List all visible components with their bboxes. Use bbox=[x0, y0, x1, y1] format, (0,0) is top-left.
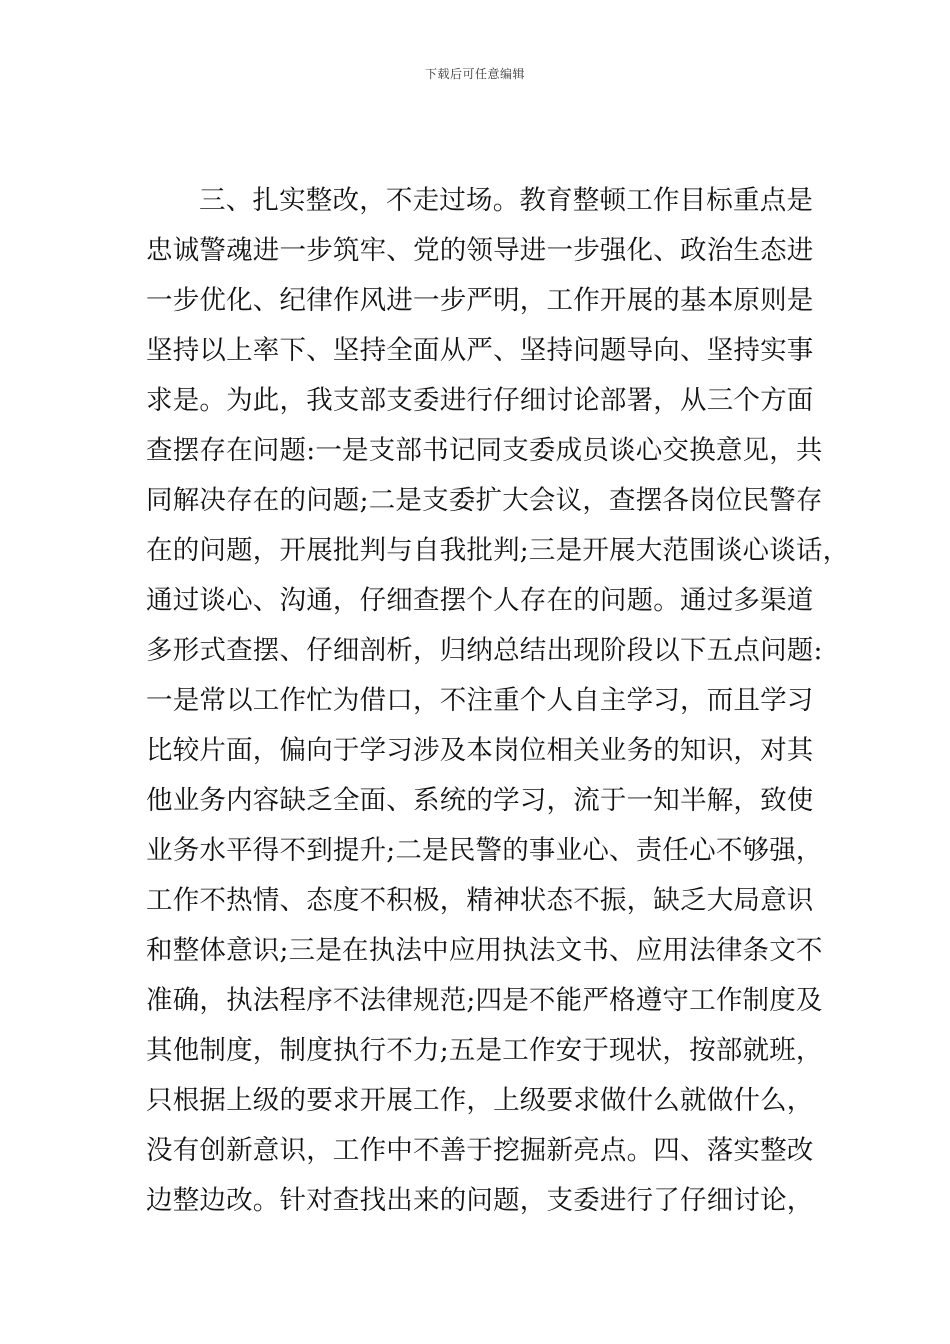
paragraph-line: 和整体意识;三是在执法中应用执法文书、应用法律条文不 bbox=[146, 935, 823, 966]
paragraph-line: 求是。为此，我支部支委进行仔细讨论部署，从三个方面 bbox=[146, 385, 814, 416]
page-header: 下载后可任意编辑 bbox=[424, 67, 525, 81]
paragraph-line: 查摆存在问题:一是支部书记同支委成员谈心交换意见，共 bbox=[146, 435, 823, 466]
paragraph-line: 他业务内容缺乏全面、系统的学习，流于一知半解，致使 bbox=[146, 785, 814, 816]
paragraph-line: 比较片面，偏向于学习涉及本岗位相关业务的知识，对其 bbox=[146, 735, 814, 766]
paragraph-line: 只根据上级的要求开展工作，上级要求做什么就做什么， bbox=[146, 1085, 814, 1116]
paragraph-line: 三、扎实整改，不走过场。教育整顿工作目标重点是 bbox=[199, 185, 814, 216]
paragraph-line: 一步优化、纪律作风进一步严明，工作开展的基本原则是 bbox=[146, 285, 814, 316]
document-body bbox=[146, 176, 850, 1226]
paragraph-line: 在的问题，开展批判与自我批判;三是开展大范围谈心谈话， bbox=[146, 535, 850, 566]
paragraph-line: 通过谈心、沟通，仔细查摆个人存在的问题。通过多渠道 bbox=[146, 585, 814, 616]
paragraph-line: 一是常以工作忙为借口，不注重个人自主学习，而且学习 bbox=[146, 685, 814, 716]
paragraph-line: 业务水平得不到提升;二是民警的事业心、责任心不够强， bbox=[146, 835, 823, 866]
paragraph-line: 其他制度，制度执行不力;五是工作安于现状，按部就班， bbox=[146, 1035, 823, 1066]
paragraph-line: 准确，执法程序不法律规范;四是不能严格遵守工作制度及 bbox=[146, 985, 823, 1016]
paragraph-line: 工作不热情、态度不积极，精神状态不振，缺乏大局意识 bbox=[146, 885, 814, 916]
paragraph-line: 多形式查摆、仔细剖析，归纳总结出现阶段以下五点问题: bbox=[146, 635, 823, 666]
paragraph-line: 边整边改。针对查找出来的问题，支委进行了仔细讨论， bbox=[146, 1185, 814, 1216]
paragraph-line: 同解决存在的问题;二是支委扩大会议，查摆各岗位民警存 bbox=[146, 485, 823, 516]
paragraph-line: 忠诚警魂进一步筑牢、党的领导进一步强化、政治生态进 bbox=[146, 235, 814, 266]
paragraph-line: 坚持以上率下、坚持全面从严、坚持问题导向、坚持实事 bbox=[146, 335, 814, 366]
paragraph-line: 没有创新意识，工作中不善于挖掘新亮点。四、落实整改 bbox=[146, 1135, 814, 1166]
